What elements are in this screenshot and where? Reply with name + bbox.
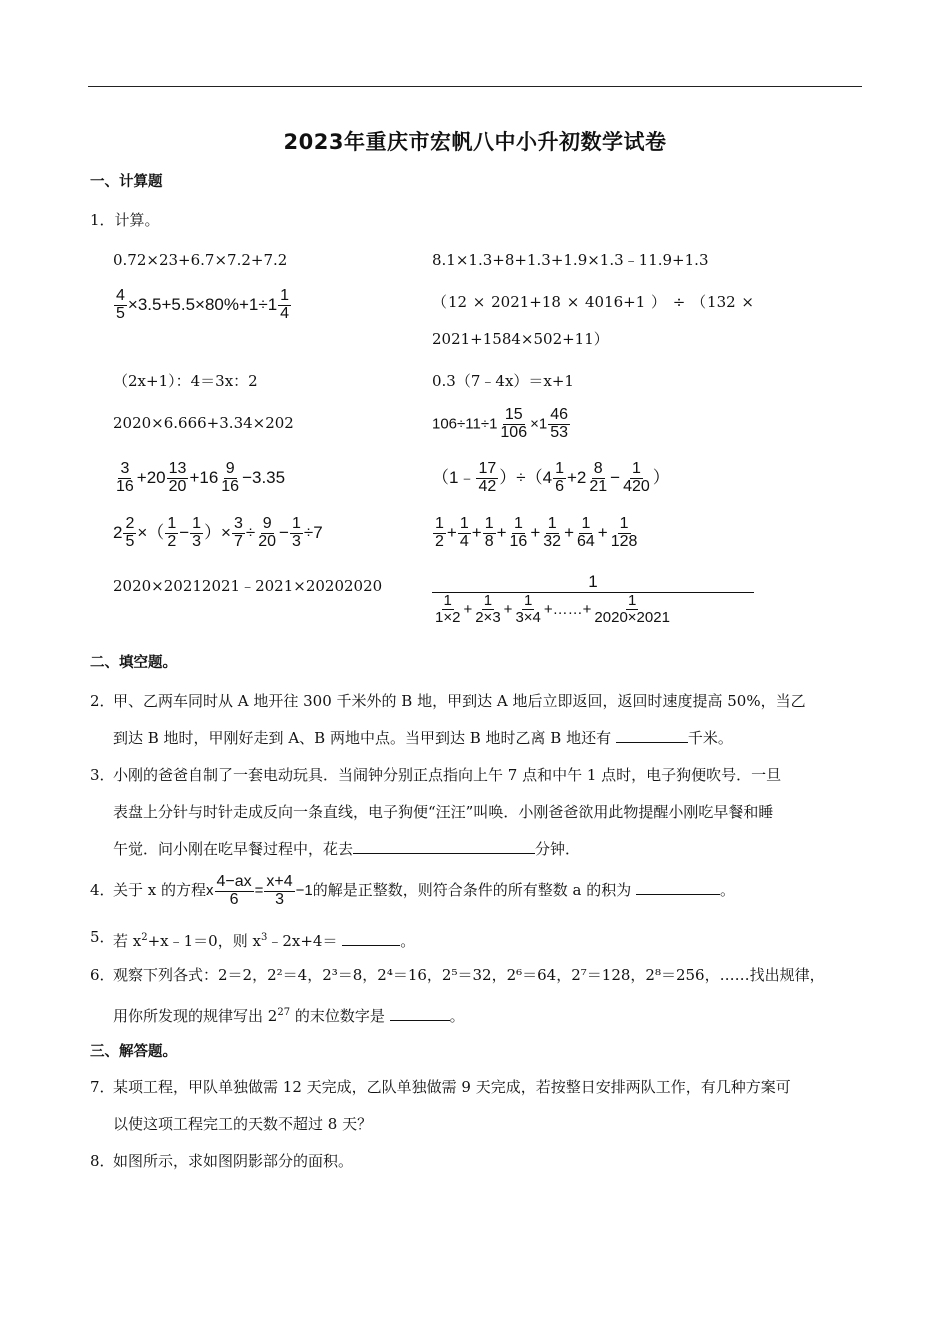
answer-blank[interactable]	[390, 1005, 450, 1021]
question-text: 以使这项工程完工的天数不超过 8 天？	[113, 1115, 373, 1133]
fraction: $\frac{1}{32}$	[543, 515, 562, 550]
calc-left-c: （2x+1）：4＝3x：2	[113, 372, 258, 390]
question-text: 甲、乙两车同时从 A 地开往 300 千米外的 B 地，甲到达 A 地后立即返回，返回时速度提高 50%，当乙	[113, 692, 806, 710]
calc-left-g: 2020×20212021﹣2021×20202020	[113, 577, 383, 595]
calc-left-b: $\frac{4}{5}$ ×3.5+5.5×80%+1÷1 $\frac{1}{4}$	[116, 287, 290, 322]
calc-left-f: 2 $\frac{2}{5}$ ×（ $\frac{1}{2}$ − $\frac{1}{3}$ ）× $\frac{3}{7}$ ÷ $\frac{9}{20}$ − $\frac{1}{3}$ ÷7	[113, 515, 323, 550]
answer-blank[interactable]	[342, 930, 400, 946]
fraction: $\frac{1}{128}$	[610, 515, 638, 550]
big-fraction-denominator: $\frac{1}{1\times 2}$ + $\frac{1}{2\times 3}$ + $\frac{1}{3\times 4}$ +……+ $\frac{1}{2020\times 2021}$	[435, 592, 670, 626]
question-text: 小刚的爸爸自制了一套电动玩具．当闹钟分别正点指向上午 7 点和中午 1 点时，电子狗便吹号．一旦	[113, 766, 782, 784]
fraction: $\frac{46}{53}$	[550, 406, 569, 441]
question-text: 某项工程，甲队单独做需 12 天完成，乙队单独做需 9 天完成，若按整日安排两队工作，有几种方案可	[113, 1078, 791, 1096]
question-number: 3．	[90, 766, 115, 784]
question-number: 4．	[90, 881, 115, 899]
calc-right-a: 8.1×1.3+8+1.3+1.9×1.3﹣11.9+1.3	[432, 251, 709, 269]
fraction: $\frac{1}{3\times 4}$	[515, 592, 541, 626]
question-number: 5．	[90, 928, 115, 946]
calc-right-c: 0.3（7﹣4x）＝x+1	[432, 372, 574, 390]
fraction: $\frac{9}{20}$	[258, 515, 277, 550]
fraction: $\frac{1}{64}$	[577, 515, 595, 550]
question-number: 6．	[90, 966, 115, 984]
fraction: $\frac{x+4}{3}$	[266, 872, 293, 908]
fraction: $\frac{1}{2}$	[435, 515, 444, 550]
question-text: 表盘上分针与时针走成反向一条直线，电子狗便“汪汪”叫唤．小刚爸爸欲用此物提醒小刚吃早餐和睡	[113, 803, 774, 821]
section-heading-solve: 三、解答题。	[90, 1044, 177, 1060]
fraction: $\frac{1}{16}$	[509, 515, 528, 550]
fraction: $\frac{1}{1\times 2}$	[435, 592, 461, 626]
calc-right-d: 106÷11÷1 $\frac{15}{106}$ ×1 $\frac{46}{53}$	[432, 406, 569, 441]
calc-right-f: $\frac{1}{2}$ + $\frac{1}{4}$ + $\frac{1}{8}$ + $\frac{1}{16}$ + $\frac{1}{32}$ + $\frac{1}{64}$ + $\frac{1}{128}$	[435, 515, 638, 550]
calc-right-g	[432, 572, 754, 626]
question-1	[90, 210, 160, 230]
answer-blank[interactable]	[353, 838, 535, 854]
fraction: $\frac{1}{3}$	[192, 515, 202, 550]
fraction: $\frac{1}{2020\times 2021}$	[594, 592, 670, 626]
fraction: $\frac{1}{4}$	[459, 515, 469, 550]
answer-blank[interactable]	[616, 727, 688, 743]
calc-right-b-line2: 2021+1584×502+11）	[432, 330, 609, 348]
fraction: $\frac{3}{7}$	[234, 515, 243, 550]
calc-left-a: 0.72×23+6.7×7.2+7.2	[113, 251, 288, 269]
calc-left-e: $\frac{3}{16}$ +20 $\frac{13}{20}$ +16 $\frac{9}{16}$ −3.35	[116, 460, 286, 495]
question-text: 计算。	[114, 211, 160, 229]
question-6	[113, 957, 865, 1035]
calc-right-e: （1﹣ $\frac{17}{42}$ ）÷（4 $\frac{1}{6}$ +2 $\frac{8}{21}$ − $\frac{1}{420}$ ）	[432, 460, 670, 495]
question-4: 关于 x 的方程x $\frac{4-ax}{6}$ = $\frac{x+4}{3}$ −1的解是正整数，则符合条件的所有整数 a 的积为 。	[113, 872, 736, 908]
question-2	[113, 683, 865, 757]
question-text: 用你所发现的规律写出 $2^{27}$ 的末位数字是 。	[113, 1007, 465, 1025]
fraction: $\frac{1}{420}$	[623, 460, 650, 495]
fraction: $\frac{1}{2}$	[167, 515, 177, 550]
big-fraction-numerator: 1	[588, 572, 598, 591]
fraction: $\frac{1}{4}$	[280, 287, 290, 322]
question-number: 1．	[90, 211, 115, 229]
calc-right-b-line1: （12 × 2021+18 × 4016+1 ） ÷ （132 ×	[432, 293, 754, 311]
question-text: 午觉．问小刚在吃早餐过程中，花去 分钟．	[113, 840, 581, 858]
exam-title: 2023年重庆市宏帆八中小升初数学试卷	[283, 130, 667, 154]
answer-blank[interactable]	[636, 879, 720, 895]
fraction: $\frac{3}{16}$	[116, 460, 134, 495]
fraction: $\frac{1}{3}$	[291, 515, 301, 550]
fraction: $\frac{15}{106}$	[500, 406, 528, 441]
section-heading-calc: 一、计算题	[90, 174, 163, 190]
calc-left-d: 2020×6.666+3.34×202	[113, 414, 294, 432]
fraction: $\frac{1}{6}$	[555, 460, 564, 495]
question-3	[113, 757, 865, 868]
fraction: $\frac{8}{21}$	[589, 460, 608, 495]
fraction: $\frac{4-ax}{6}$	[216, 872, 252, 908]
question-number: 7．	[90, 1078, 115, 1096]
fraction: $\frac{13}{20}$	[168, 460, 187, 495]
question-8	[113, 1143, 865, 1180]
question-text: 如图所示，求如图阴影部分的面积。	[113, 1152, 354, 1170]
question-number: 2．	[90, 692, 115, 710]
fraction: $\frac{2}{5}$	[125, 515, 135, 550]
question-5: 若 $x^2+x﹣1=0$，则 $x^3﹣2x+4=$ 。	[113, 932, 416, 950]
fraction: $\frac{1}{8}$	[484, 515, 494, 550]
question-7	[113, 1069, 865, 1143]
fraction: $\frac{1}{2\times 3}$	[475, 592, 501, 626]
fraction: $\frac{4}{5}$	[116, 287, 125, 322]
fraction: $\frac{17}{42}$	[478, 460, 497, 495]
header-rule	[88, 86, 862, 87]
section-heading-fill: 二、填空题。	[90, 655, 177, 671]
question-text: 观察下列各式：2＝2，2²＝4，2³＝8，2⁴＝16，2⁵＝32，2⁶＝64，2⁷＝128，2⁸＝256，……找出规律，	[113, 966, 825, 984]
question-text: 到达 B 地时，甲刚好走到 A、B 两地中点。当甲到达 B 地时乙离 B 地还有 千米。	[113, 729, 733, 747]
question-number: 8．	[90, 1152, 115, 1170]
fraction: $\frac{9}{16}$	[221, 460, 240, 495]
